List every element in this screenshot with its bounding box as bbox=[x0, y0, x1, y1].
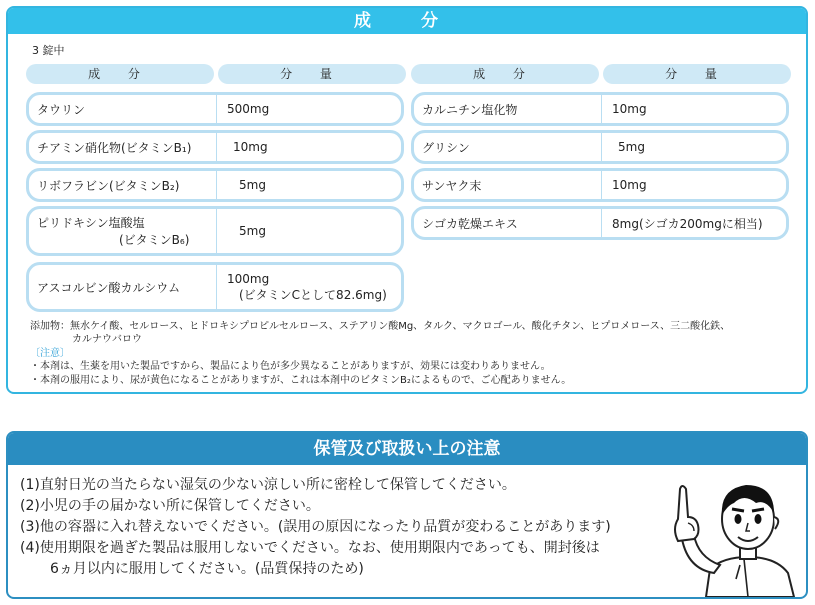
storage-list bbox=[20, 475, 611, 580]
caution-note-2: ・本剤の服用により、尿が黄色になることがありますが、これは本剤中のビタミンB₂によるもので、ご心配ありません。 bbox=[30, 375, 572, 386]
ingredient-amount: 5mg bbox=[239, 178, 266, 192]
table-row bbox=[26, 168, 404, 202]
ingredient-name: アスコルビン酸カルシウム bbox=[29, 265, 217, 309]
table-row bbox=[26, 130, 404, 164]
table-row bbox=[411, 206, 789, 240]
ingredient-name: シゴカ乾燥エキス bbox=[414, 209, 602, 237]
left-amount-header: 分 量 bbox=[218, 64, 406, 84]
right-name-header: 成 分 bbox=[411, 64, 599, 84]
table-row bbox=[411, 92, 789, 126]
table-row bbox=[411, 168, 789, 202]
ingredient-name: チアミン硝化物(ビタミンB₁) bbox=[29, 133, 217, 161]
caution-note-1: ・本剤は、生薬を用いた製品ですから、製品により色が多少異なることがありますが、効果には変わりありません。 bbox=[30, 361, 551, 372]
ingredient-name: サンヤク末 bbox=[414, 171, 602, 199]
ingredient-name: カルニチン塩化物 bbox=[414, 95, 602, 123]
table-row bbox=[26, 206, 404, 256]
list-item: (3)他の容器に入れ替えないでください。(誤用の原因になったり品質が変わることがあります) bbox=[20, 519, 611, 535]
ingredient-amount-line1: 100mg bbox=[227, 271, 270, 286]
right-amount-header: 分 量 bbox=[603, 64, 791, 84]
ingredient-amount: 8mg(シゴカ200mgに相当) bbox=[612, 216, 763, 231]
doctor-pointing-icon bbox=[648, 469, 798, 597]
ingredient-name: リボフラビン(ビタミンB₂) bbox=[29, 171, 217, 199]
additives-line2: カルナウバロウ bbox=[72, 334, 142, 345]
table-row bbox=[26, 262, 404, 312]
list-item-continuation: 6ヵ月以内に服用してください。(品質保持のため) bbox=[50, 561, 364, 577]
additives-line1: 添加物：無水ケイ酸、セルロース、ヒドロキシプロピルセルロース、ステアリン酸Mg、タルク、マクロゴール、酸化チタン、ヒプロメロース、三二酸化鉄、 bbox=[30, 321, 731, 332]
ingredient-amount: 10mg bbox=[233, 140, 268, 154]
storage-panel bbox=[6, 431, 808, 599]
ingredients-panel bbox=[6, 6, 808, 394]
ingredient-amount: 5mg bbox=[618, 140, 645, 154]
table-row bbox=[26, 92, 404, 126]
list-item: (1)直射日光の当たらない湿気の少ない涼しい所に密栓して保管してください。 bbox=[20, 477, 516, 493]
storage-title: 保管及び取扱い上の注意 bbox=[8, 433, 806, 465]
ingredient-name-line1: ピリドキシン塩酸塩 bbox=[37, 216, 145, 230]
ingredient-name: タウリン bbox=[29, 95, 217, 123]
ingredient-amount: 5mg bbox=[239, 224, 266, 238]
ingredient-amount bbox=[217, 265, 387, 309]
caution-label: 〔注意〕 bbox=[30, 348, 70, 359]
ingredient-name bbox=[29, 209, 217, 253]
per-unit-label: 3 錠中 bbox=[32, 44, 65, 57]
left-name-header: 成 分 bbox=[26, 64, 214, 84]
ingredient-amount: 10mg bbox=[612, 178, 647, 192]
ingredient-amount: 500mg bbox=[227, 102, 270, 116]
ingredients-title: 成 分 bbox=[8, 8, 806, 34]
ingredient-name: グリシン bbox=[414, 133, 602, 161]
list-item: (2)小児の手の届かない所に保管してください。 bbox=[20, 498, 320, 514]
ingredient-amount-line2: (ビタミンCとして82.6mg) bbox=[239, 287, 387, 302]
ingredient-name-line2: (ビタミンB₆) bbox=[119, 233, 190, 247]
ingredient-amount: 10mg bbox=[612, 102, 647, 116]
list-item: (4)使用期限を過ぎた製品は服用しないでください。なお、使用期限内であっても、開封後は bbox=[20, 540, 600, 556]
table-row bbox=[411, 130, 789, 164]
